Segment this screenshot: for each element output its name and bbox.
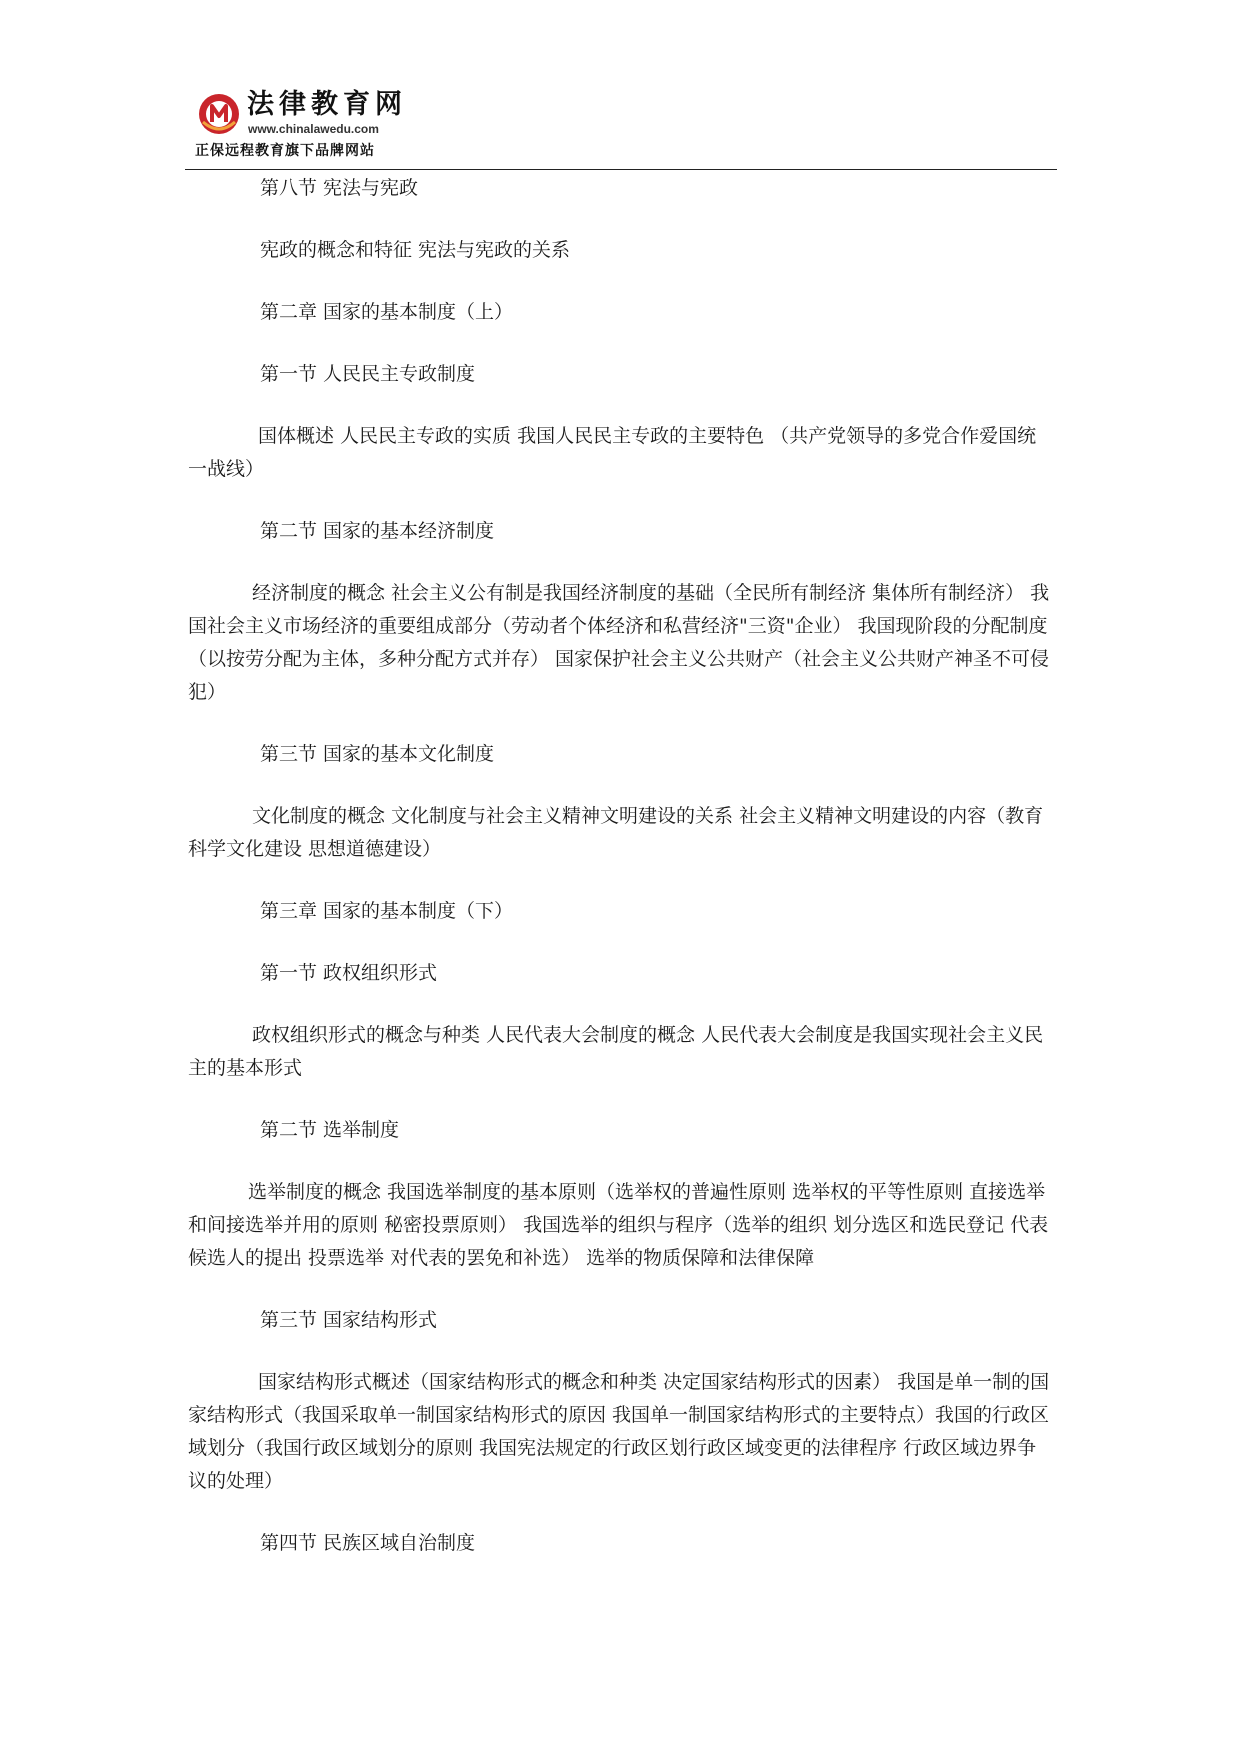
section-heading: 第三节 国家结构形式 [260, 1309, 438, 1331]
section-heading: 第四节 民族区域自治制度 [260, 1532, 476, 1554]
site-header [193, 88, 1053, 170]
paragraph: 经济制度的概念 社会主义公有制是我国经济制度的基础（全民所有制经济 集体所有制经济） 我国社会主义市场经济的重要组成部分（劳动者个体经济和私营经济"三资"企业） 我国现阶段的分配制度（以按劳分配为主体，多种分配方式并存） 国家保护社会主义公共财产（社会主义公共财产神圣不可侵犯） [188, 582, 1050, 703]
logo-tagline: 正保远程教育旗下品牌网站 [195, 143, 375, 159]
section-heading: 第二节 选举制度 [260, 1119, 400, 1141]
section-heading: 第一节 政权组织形式 [260, 962, 438, 984]
logo-url: www.chinalawedu.com [248, 122, 379, 136]
section-heading: 第八节 宪法与宪政 [260, 177, 419, 199]
paragraph: 政权组织形式的概念与种类 人民代表大会制度的概念 人民代表大会制度是我国实现社会主义民主的基本形式 [188, 1024, 1044, 1079]
paragraph: 文化制度的概念 文化制度与社会主义精神文明建设的关系 社会主义精神文明建设的内容（教育科学文化建设 思想道德建设） [188, 805, 1044, 860]
paragraph: 选举制度的概念 我国选举制度的基本原则（选举权的普遍性原则 选举权的平等性原则 直接选举和间接选举并用的原则 秘密投票原则） 我国选举的组织与程序（选举的组织 划分选区和选民登记 代表候选人的提出 投票选举 对代表的罢免和补选） 选举的物质保障和法律保障 [188, 1181, 1049, 1269]
document-body [188, 172, 1054, 1560]
chapter-heading: 第三章 国家的基本制度（下） [260, 900, 514, 922]
chapter-heading: 第二章 国家的基本制度（上） [260, 301, 514, 323]
section-heading: 第一节 人民民主专政制度 [260, 363, 476, 385]
logo-icon [197, 92, 241, 136]
paragraph: 宪政的概念和特征 宪法与宪政的关系 [260, 239, 571, 261]
section-heading: 第二节 国家的基本经济制度 [260, 520, 495, 542]
paragraph: 国家结构形式概述（国家结构形式的概念和种类 决定国家结构形式的因素） 我国是单一制的国家结构形式（我国采取单一制国家结构形式的原因 我国单一制国家结构形式的主要特点）我国的行政区域划分（我国行政区域划分的原则 我国宪法规定的行政区划行政区域变更的法律程序 行政区域边界争议的处理） [188, 1371, 1050, 1492]
header-divider [185, 169, 1057, 170]
logo-title: 法律教育网 [247, 89, 407, 120]
section-heading: 第三节 国家的基本文化制度 [260, 743, 495, 765]
paragraph: 国体概述 人民民主专政的实质 我国人民民主专政的主要特色 （共产党领导的多党合作爱国统一战线） [188, 425, 1037, 480]
